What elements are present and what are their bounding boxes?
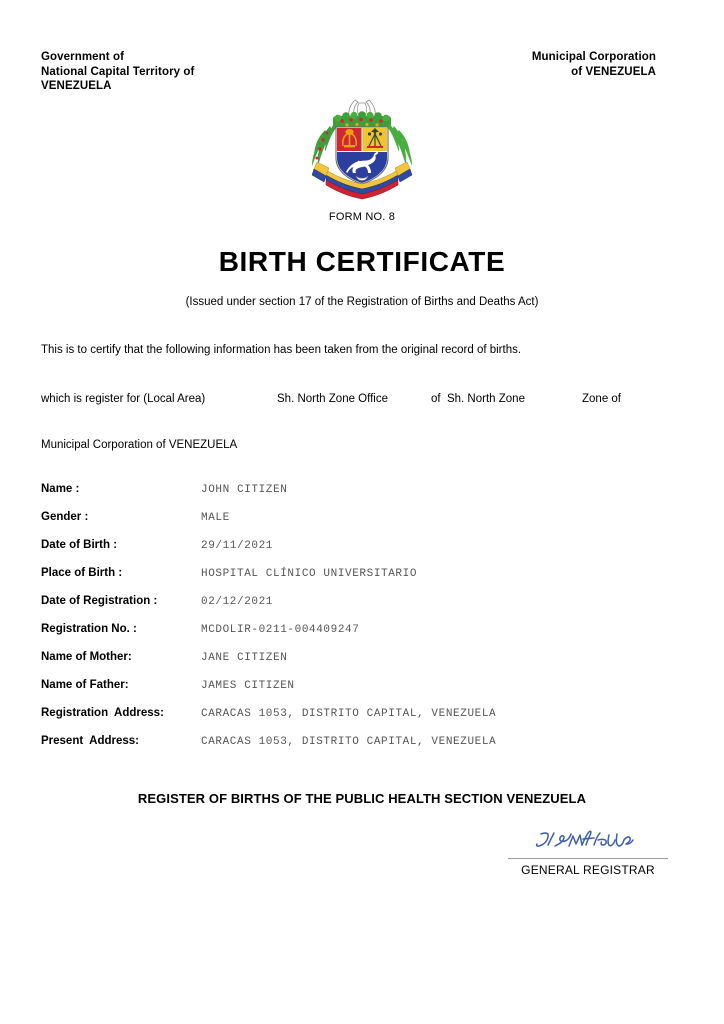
field-registration-address <box>41 707 681 735</box>
municipal-header-right-line-1: Municipal Corporation <box>531 51 656 63</box>
field-value: 29/11/2021 <box>201 540 274 552</box>
field-label: Date of Registration : <box>41 595 158 607</box>
register-for-row <box>41 393 681 409</box>
government-header-left-line-3: VENEZUELA <box>41 80 112 92</box>
field-value: HOSPITAL CLÍNICO UNIVERSITARIO <box>201 568 418 580</box>
certification-statement: This is to certify that the following information has been taken from the original record of births. <box>41 344 522 356</box>
field-value: CARACAS 1053, DISTRITO CAPITAL, VENEZUELA <box>201 736 497 748</box>
field-gender <box>41 511 681 539</box>
field-label: Registration Address: <box>41 707 164 719</box>
field-date-of-registration <box>41 595 681 623</box>
municipal-header-right <box>532 50 656 79</box>
page-title: BIRTH CERTIFICATE <box>218 246 506 277</box>
field-label: Date of Birth : <box>41 539 118 551</box>
government-header-left <box>41 50 194 94</box>
municipal-corporation-line: Municipal Corporation of VENEZUELA <box>41 439 238 451</box>
field-label: Registration No. : <box>41 623 137 635</box>
register-local-area-value: Sh. North Zone Office <box>277 393 389 405</box>
field-value: MCDOLIR-0211-004409247 <box>201 624 360 636</box>
field-value: MALE <box>201 512 230 524</box>
field-label: Name of Father: <box>41 679 129 691</box>
signature-rule <box>508 858 668 859</box>
register-for-label: which is register for (Local Area) <box>41 393 206 405</box>
field-name-of-mother <box>41 651 681 679</box>
certificate-fields <box>41 483 681 763</box>
field-label: Gender : <box>41 511 89 523</box>
field-label: Present Address: <box>41 735 139 747</box>
government-header-left-line-2: National Capital Territory of <box>41 65 195 78</box>
field-place-of-birth <box>41 567 681 595</box>
register-zone-of-label: Zone of <box>582 393 621 405</box>
field-label: Place of Birth : <box>41 567 123 579</box>
field-value: JANE CITIZEN <box>201 652 288 664</box>
field-value: JOHN CITIZEN <box>201 484 288 496</box>
signature-block <box>508 826 668 877</box>
field-value: JAMES CITIZEN <box>201 680 295 692</box>
field-name-of-father <box>41 679 681 707</box>
form-number: FORM NO. 8 <box>328 211 396 223</box>
municipal-header-right-line-2: of VENEZUELA <box>571 65 656 78</box>
field-present-address <box>41 735 681 763</box>
field-label: Name : <box>41 483 80 495</box>
field-value: 02/12/2021 <box>201 596 274 608</box>
field-registration-no <box>41 623 681 651</box>
register-zone-value: of Sh. North Zone <box>431 393 525 405</box>
field-value: CARACAS 1053, DISTRITO CAPITAL, VENEZUELA <box>201 708 497 720</box>
footer-heading: REGISTER OF BIRTHS OF THE PUBLIC HEALTH SECTION VENEZUELA <box>137 791 587 806</box>
field-date-of-birth <box>41 539 681 567</box>
coat-of-arms-icon <box>303 96 421 204</box>
field-label: Name of Mother: <box>41 651 132 663</box>
handwritten-signature-icon <box>533 826 643 856</box>
signature-caption: GENERAL REGISTRAR <box>521 863 655 877</box>
field-name <box>41 483 681 511</box>
government-header-left-line-1: Government of <box>41 51 125 63</box>
page-subtitle: (Issued under section 17 of the Registration of Births and Deaths Act) <box>185 296 539 308</box>
